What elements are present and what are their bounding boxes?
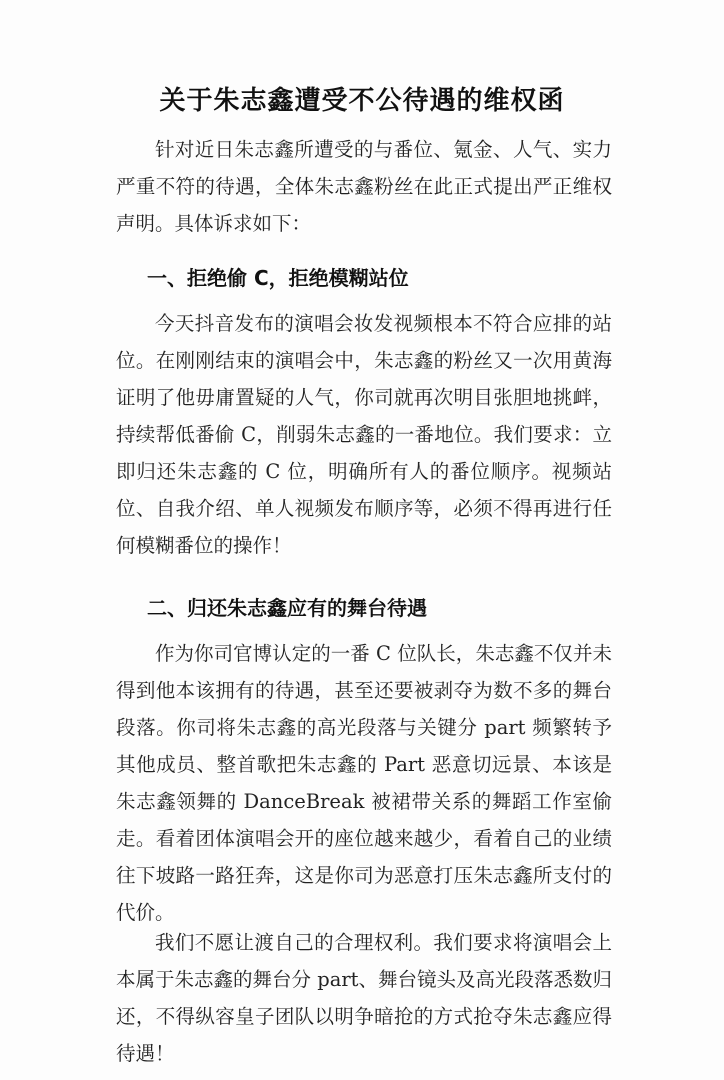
- document-title: 关于朱志鑫遭受不公待遇的维权函: [159, 86, 565, 116]
- intro-paragraph: 针对近日朱志鑫所遭受的与番位、氪金、人气、实力严重不符的待遇，全体朱志鑫粉丝在此正式提出严正维权声明。具体诉求如下：: [116, 138, 612, 235]
- section-2-paragraph: 作为你司官博认定的一番 C 位队长，朱志鑫不仅并未得到他本该拥有的待遇，甚至还要被剥夺为数不多的舞台段落。你司将朱志鑫的高光段落与关键分 part 频繁转予其他成员、整首歌把朱志鑫的 Part 恶意切远景、本该是朱志鑫领舞的 DanceBreak 被裙带关系的舞蹈工作室偷走。看着团体演唱会开的座位越来越少，看着自己的业绩往下坡路一路狂奔，这是你司为恶意打压朱志鑫所支付的代价。: [116, 642, 612, 924]
- section-1-heading: 一、拒绝偷 C，拒绝模糊站位: [147, 266, 409, 290]
- section-2-heading: 二、归还朱志鑫应有的舞台待遇: [147, 596, 427, 620]
- closing-paragraph: 我们不愿让渡自己的合理权利。我们要求将演唱会上本属于朱志鑫的舞台分 part、舞台镜头及高光段落悉数归还，不得纵容皇子团队以明争暗抢的方式抢夺朱志鑫应得待遇！: [116, 931, 612, 1065]
- section-1-paragraph: 今天抖音发布的演唱会妆发视频根本不符合应排的站位。在刚刚结束的演唱会中，朱志鑫的粉丝又一次用黄海证明了他毋庸置疑的人气，你司就再次明目张胆地挑衅，持续帮低番偷 C，削弱朱志鑫的一番地位。我们要求：立即归还朱志鑫的 C 位，明确所有人的番位顺序。视频站位、自我介绍、单人视频发布顺序等，必须不得再进行任何模糊番位的操作！: [116, 312, 612, 557]
